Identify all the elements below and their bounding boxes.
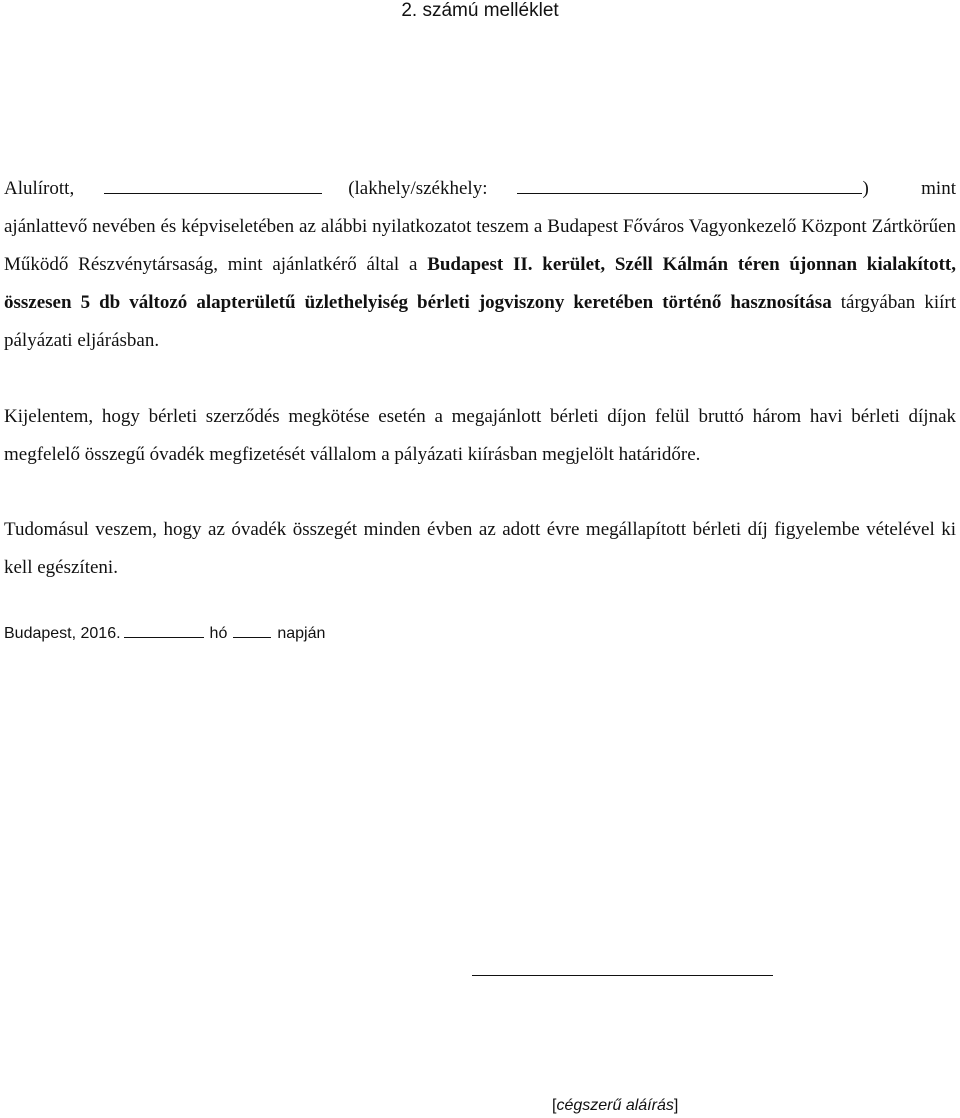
month-word: hó: [209, 625, 228, 642]
date-line: [4, 621, 325, 647]
seat-label: (lakhely/székhely:: [348, 178, 488, 199]
name-blank-line[interactable]: [104, 173, 322, 194]
declaration-paragraph-3: Tudomásul veszem, hogy az óvadék összegét minden évben az adott évre megállapított bérleti díj figyelembe vételével ki kell egészíteni.: [4, 519, 956, 578]
declaration-paragraph-2: Kijelentem, hogy bérleti szerződés megkötése esetén a megajánlott bérleti díjon felül bruttó három havi bérleti díjnak megfelelő összegű óvadék megfizetését vállalom a pályázati kiírásban megjelölt határidőre.: [4, 406, 956, 465]
undersigned-label: Alulírott,: [4, 178, 75, 199]
declaration-paragraph-1: [4, 170, 956, 360]
signature-caption-text: cégszerű aláírás: [556, 1097, 674, 1114]
signature-caption: [cégszerű aláírás]: [552, 1097, 679, 1114]
date-suffix: napján: [277, 625, 326, 642]
day-blank-line[interactable]: [233, 621, 271, 638]
signature-line[interactable]: [472, 975, 773, 976]
paragraph-1-tail: tárgyában kiírt pályázati eljárásban.: [4, 292, 956, 351]
seat-blank-line[interactable]: [517, 173, 862, 194]
paragraph-1-text: ) mint ajánlattevő nevében és képviseletében az alábbi nyilatkozatot teszem a Budapest Főváros Vagyonkezelő Központ Zártkörűen Működő Részvénytársaság, mint ajánlatkérő által a: [4, 178, 956, 275]
month-blank-line[interactable]: [124, 621, 204, 638]
annex-title: 2. számú melléklet: [401, 0, 559, 21]
date-prefix: Budapest, 2016.: [4, 625, 121, 642]
tender-subject: Budapest II. kerület, Széll Kálmán téren újonnan kialakított, összesen 5 db változó alapterületű üzlethelyiség bérleti jogviszony keretében történő hasznosítása: [4, 254, 956, 313]
